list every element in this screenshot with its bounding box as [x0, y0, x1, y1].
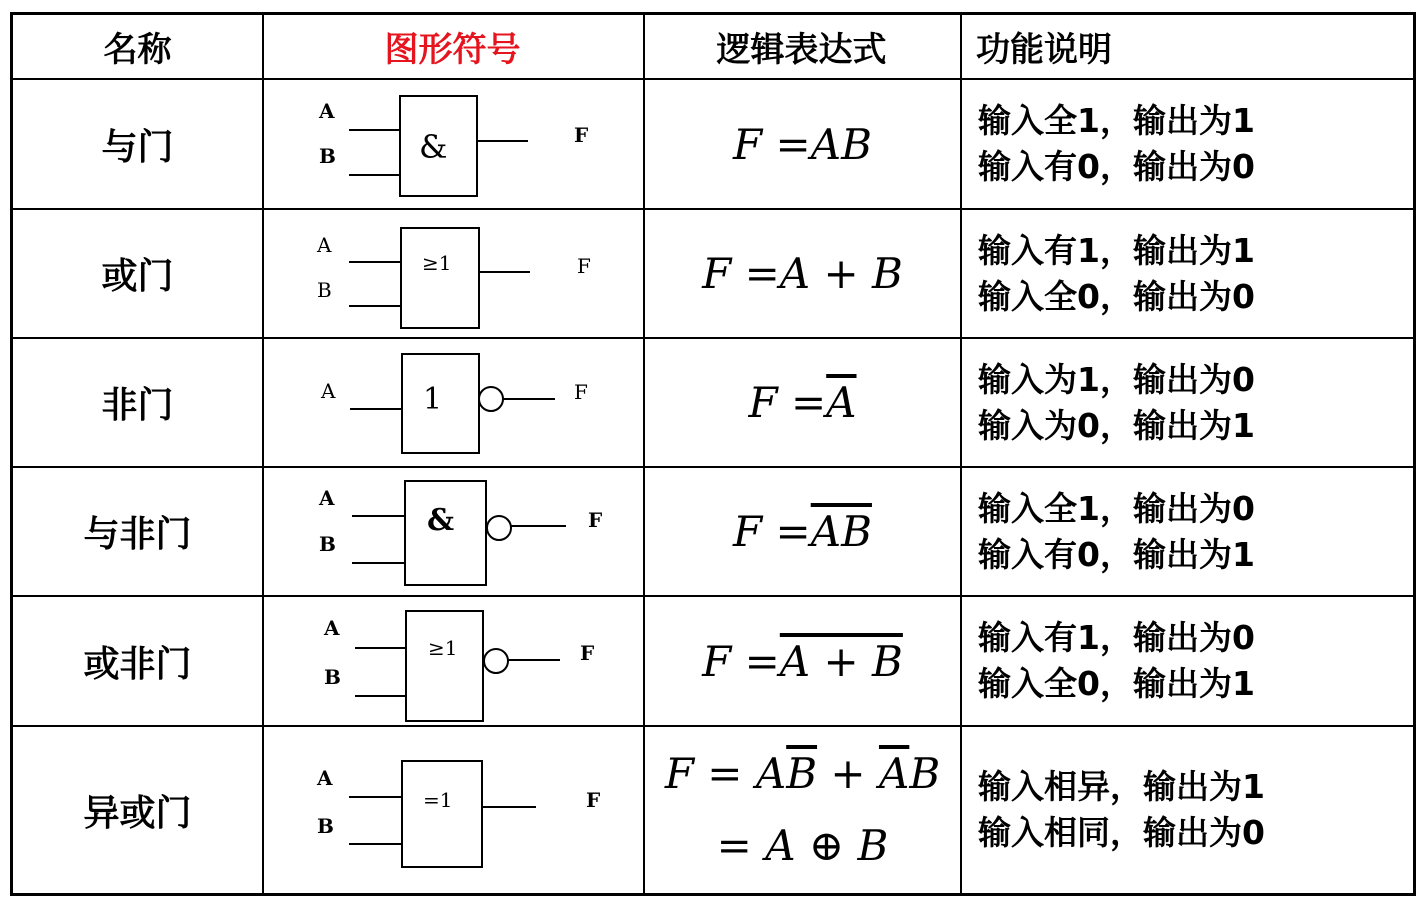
function-line: 输入为0，输出为1	[978, 405, 1255, 445]
or-expression	[645, 210, 960, 337]
function-line: 输入有0，输出为1	[978, 534, 1255, 574]
gate-name: 与门	[101, 126, 174, 168]
output-f-label: F	[588, 508, 603, 532]
function-line: 输入相异，输出为1	[978, 767, 1265, 806]
or-function	[962, 210, 1413, 337]
expr-lhs: F =	[702, 636, 780, 686]
expr-term: B	[909, 749, 941, 798]
input-a-label: A	[317, 766, 333, 790]
logic-gate-table	[10, 12, 1416, 896]
and-function	[962, 80, 1413, 208]
expr-term-overline: $\overline{B}$	[786, 749, 818, 798]
input-a-label: A	[319, 486, 335, 510]
input-b-label: B	[317, 278, 332, 302]
expr-plus: +	[817, 749, 879, 798]
expr-term: F = A	[664, 749, 787, 798]
xor-function	[962, 727, 1413, 893]
gate-label: ≥1	[428, 636, 458, 660]
inverter-bubble	[479, 387, 503, 411]
xor-expression-line2: = A ⊕ B	[716, 821, 889, 870]
function-line: 输入全0，输出为0	[978, 276, 1255, 316]
nand-gate-symbol	[264, 468, 643, 595]
header-symbol: 图形符号	[384, 30, 521, 70]
input-b-label: B	[324, 665, 341, 689]
function-line: 输入为1，输出为0	[978, 359, 1255, 399]
gate-label: ≥1	[422, 251, 452, 275]
not-gate-symbol	[264, 339, 643, 466]
header-function: 功能说明	[976, 30, 1112, 70]
header-expression: 逻辑表达式	[716, 30, 887, 70]
gate-name: 非门	[101, 385, 174, 426]
output-f-label: F	[577, 254, 591, 278]
nand-expression	[645, 468, 960, 595]
gate-body	[402, 761, 482, 867]
gate-body	[401, 228, 479, 328]
output-f-label: F	[586, 788, 601, 812]
expr-rhs-overline: A + B	[779, 636, 903, 686]
and-expression	[645, 80, 960, 208]
input-b-label: B	[319, 532, 336, 556]
function-line: 输入有0，输出为0	[978, 147, 1255, 186]
function-line: 输入相同，输出为0	[978, 813, 1265, 852]
xor-gate-symbol	[264, 727, 643, 893]
input-b-label: B	[317, 814, 334, 838]
gate-name: 异或门	[83, 792, 192, 834]
expr-rhs: A + B	[779, 249, 903, 298]
expr-term-overline: $\overline{A}$	[878, 749, 910, 798]
or-gate-symbol	[264, 210, 643, 337]
inverter-bubble	[487, 516, 511, 540]
xor-expression-line1	[665, 738, 940, 810]
nor-expression	[645, 597, 960, 725]
gate-name: 或非门	[83, 643, 192, 685]
gate-label: &	[427, 503, 455, 538]
gate-label: 1	[423, 382, 443, 417]
expr-lhs: F =	[733, 507, 811, 556]
expr-rhs: AB	[810, 119, 872, 169]
function-line: 输入全1，输出为0	[978, 488, 1255, 528]
function-line: 输入全0，输出为1	[978, 664, 1255, 703]
gate-label: =1	[423, 788, 453, 812]
header-name: 名称	[103, 30, 172, 70]
output-f-label: F	[580, 641, 595, 665]
function-line: 输入有1，输出为1	[978, 230, 1255, 270]
input-a-label: A	[317, 233, 332, 257]
expr-rhs-overline: $\overline{AB}$	[810, 507, 872, 556]
expr-lhs: F =	[702, 249, 780, 298]
input-a-label: A	[319, 99, 335, 123]
gate-name: 与非门	[83, 514, 192, 555]
nor-gate-symbol	[264, 597, 643, 725]
input-b-label: B	[319, 144, 336, 168]
not-function	[962, 339, 1413, 466]
input-a-label: A	[321, 379, 336, 403]
not-expression	[645, 339, 960, 466]
expr-lhs: F =	[733, 119, 811, 169]
gate-body	[406, 611, 483, 721]
input-a-label: A	[324, 616, 340, 640]
and-gate-symbol	[264, 80, 643, 208]
xor-expression	[645, 727, 960, 893]
inverter-bubble	[484, 649, 508, 673]
nor-function	[962, 597, 1413, 725]
gate-name: 或门	[101, 256, 174, 297]
gate-label: &	[419, 128, 448, 166]
output-f-label: F	[574, 123, 589, 147]
output-f-label: F	[574, 380, 588, 404]
function-line: 输入全1，输出为1	[978, 101, 1255, 140]
nand-function	[962, 468, 1413, 595]
function-line: 输入有1，输出为0	[978, 618, 1255, 657]
expr-rhs-overline: $\overline{A}$	[826, 378, 857, 427]
expr-lhs: F =	[748, 378, 827, 427]
